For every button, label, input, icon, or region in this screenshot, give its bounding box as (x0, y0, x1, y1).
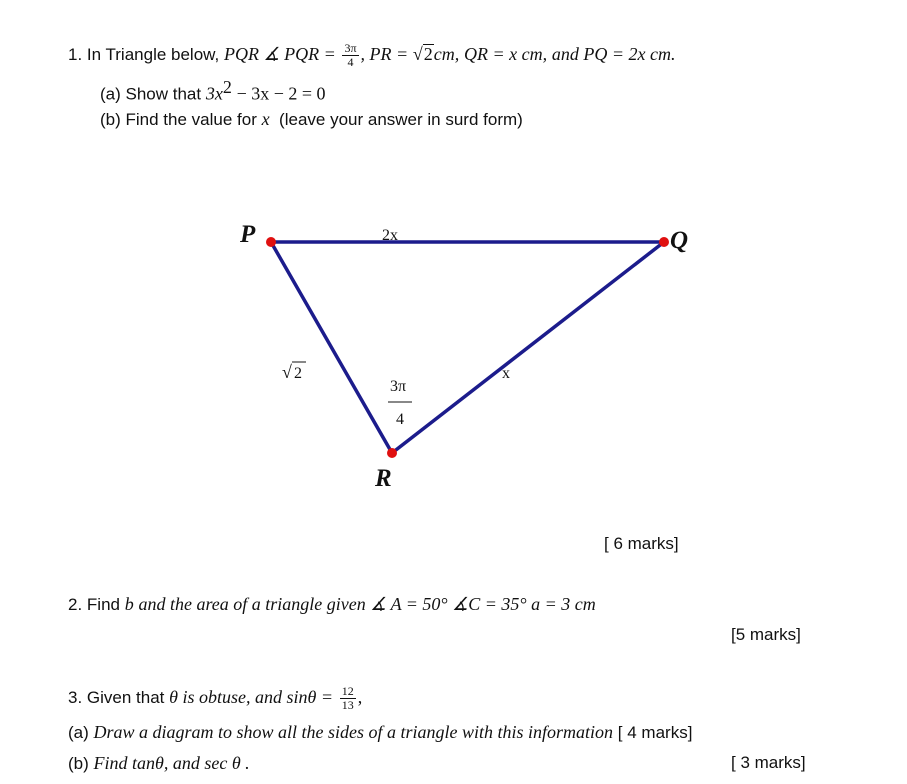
q1-marks: [ 6 marks] (604, 534, 679, 553)
q1-pr-prefix: , PR = (360, 43, 409, 64)
q1-pq: and PQ = 2x cm. (551, 43, 676, 64)
q1-part-b-label: (b) Find the value for (100, 110, 257, 129)
q3-comma: , (357, 686, 363, 707)
side-rp (271, 242, 392, 453)
side-qr (392, 242, 664, 453)
q3-condition: θ is obtuse, and sinθ = (169, 686, 333, 707)
side-label-pr-radicand: 2 (294, 365, 302, 382)
q3-statement (68, 685, 362, 712)
q1-qr: QR = x cm, (464, 43, 548, 64)
q1-pr-radicand: 2 (423, 43, 433, 64)
q2-number: 2. (68, 595, 83, 614)
q3-part-a (68, 721, 692, 744)
q2-variable-b: b (124, 594, 134, 614)
q1-pr-sqrt: √2 (412, 43, 433, 64)
q2-find: Find (86, 595, 120, 614)
vertex-q-point (659, 237, 669, 247)
q3-denominator: 13 (341, 698, 354, 712)
vertex-p-point (266, 237, 276, 247)
q1-part-a-rest: − 3x − 2 = 0 (236, 83, 326, 104)
q3-part-b (68, 752, 250, 775)
q1-angle-denominator: 4 (347, 55, 354, 69)
q1-pr-unit: cm, (433, 43, 460, 64)
angle-label-numerator: 3π (390, 378, 407, 395)
angle-label-denominator: 4 (396, 411, 404, 428)
vertex-label-r: R (375, 465, 392, 492)
q1-part-a-exponent: 2 (222, 77, 232, 97)
vertex-label-q: Q (670, 227, 689, 254)
q1-number: 1. (68, 44, 83, 64)
q3-part-a-text: Draw a diagram to show all the sides of a triangle with this information (93, 722, 614, 742)
q3-part-b-label: (b) (68, 754, 89, 773)
angle-label-r (388, 378, 412, 428)
side-label-qr: x (502, 365, 510, 382)
q1-angle-numerator: 3π (344, 41, 357, 55)
side-label-pr (282, 362, 306, 382)
q3-part-a-marks: [ 4 marks] (617, 723, 693, 742)
side-label-pr-sqrt-sign: √ (282, 362, 292, 382)
side-label-pq: 2x (382, 227, 398, 244)
q3-given: Given that (86, 687, 165, 707)
q1-angle-expression: PQR ∡ PQR = (223, 43, 336, 64)
q2-statement (68, 593, 596, 616)
q1-intro: In Triangle below, (86, 44, 220, 64)
q3-fraction (340, 685, 356, 712)
q3-part-b-marks: [ 3 marks] (731, 753, 806, 772)
triangle-sides (271, 242, 664, 453)
q1-part-a-label: (a) Show that (100, 84, 202, 104)
triangle-vertices (266, 237, 669, 458)
vertex-label-p: P (240, 221, 256, 248)
vertex-r-point (387, 448, 397, 458)
q3-part-a-label: (a) (68, 723, 89, 742)
q1-part-b-variable: x (261, 109, 270, 129)
q3-part-b-text: Find tanθ, and sec θ . (93, 753, 250, 773)
q3-numerator: 12 (341, 684, 354, 698)
q1-part-a-lhs: 3x (205, 83, 223, 104)
q2-text: and the area of a triangle given ∡ A = 50° ∡C = 35° a = 3 cm (138, 594, 596, 614)
q2-marks: [5 marks] (731, 625, 801, 644)
q3-number: 3. (68, 687, 83, 707)
q1-part-b-rest: (leave your answer in surd form) (279, 110, 523, 129)
